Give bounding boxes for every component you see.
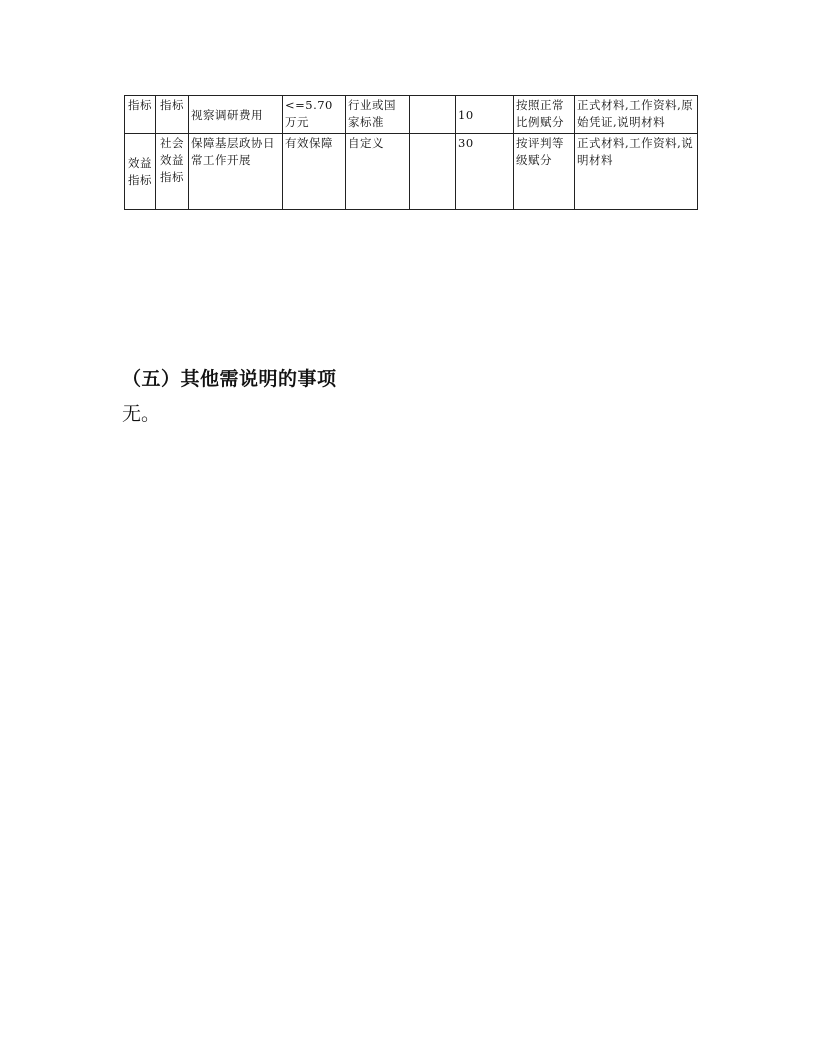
evidence-cell: 正式材料,工作资料,说明材料 bbox=[575, 134, 698, 210]
weight-cell: 10 bbox=[456, 96, 514, 134]
evidence-cell: 正式材料,工作资料,原始凭证,说明材料 bbox=[575, 96, 698, 134]
level2-indicator-cell: 社会效益指标 bbox=[156, 134, 189, 210]
blank-cell bbox=[410, 134, 456, 210]
section-body-text: 无。 bbox=[122, 403, 161, 425]
target-value-cell: <=5.70 万元 bbox=[283, 96, 346, 134]
level2-indicator-cell: 指标 bbox=[156, 96, 189, 134]
table-row bbox=[125, 96, 698, 134]
indicator-name-cell: 保障基层政协日常工作开展 bbox=[189, 134, 283, 210]
scoring-method-cell: 按照正常比例赋分 bbox=[514, 96, 575, 134]
section-heading: （五）其他需说明的事项 bbox=[122, 368, 337, 390]
standard-cell: 行业或国家标准 bbox=[346, 96, 410, 134]
weight-cell: 30 bbox=[456, 134, 514, 210]
level1-indicator-cell: 效益指标 bbox=[125, 134, 156, 210]
performance-indicator-table bbox=[124, 95, 698, 210]
scoring-method-cell: 按评判等级赋分 bbox=[514, 134, 575, 210]
standard-cell: 自定义 bbox=[346, 134, 410, 210]
blank-cell bbox=[410, 96, 456, 134]
target-value-cell: 有效保障 bbox=[283, 134, 346, 210]
level1-indicator-cell: 指标 bbox=[125, 96, 156, 134]
table-row bbox=[125, 134, 698, 210]
indicator-name-cell: 视察调研费用 bbox=[189, 96, 283, 134]
